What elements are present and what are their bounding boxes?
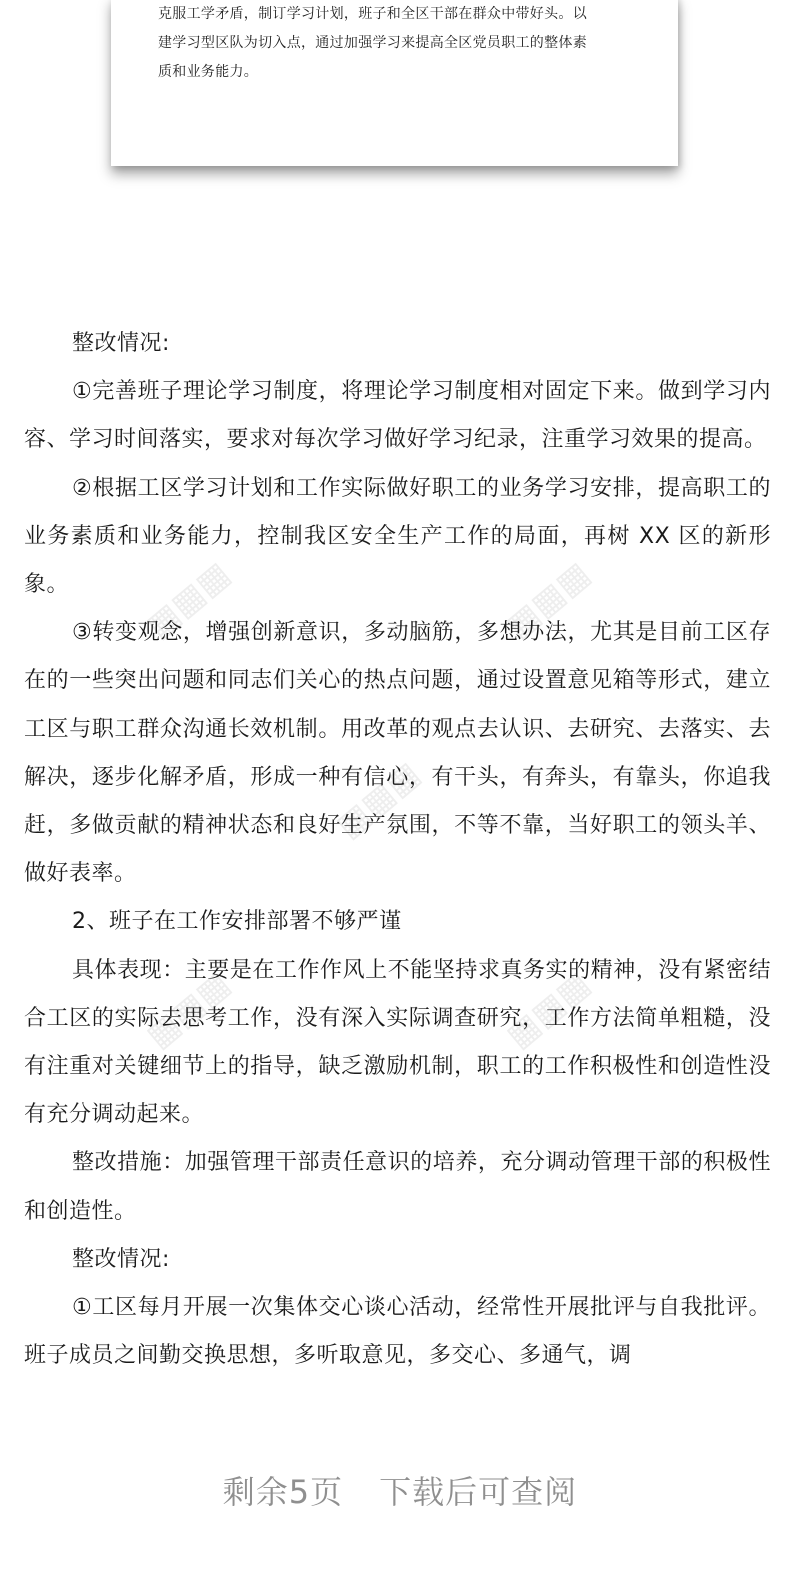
- card-line: 克服工学矛盾，制订学习计划，班子和全区干部在群众中带好头。以: [158, 6, 587, 22]
- remaining-pages-label: 剩余5页: [222, 1473, 344, 1511]
- download-to-view-label: 下载后可查阅: [379, 1473, 578, 1511]
- paragraph: ①工区每月开展一次集体交心谈心活动，经常性开展批评与自我批评。班子成员之间勤交换思想，多听取意见，多交心、多通气，调: [24, 1295, 771, 1369]
- paragraph: ③转变观念，增强创新意识，多动脑筋，多想办法，尤其是目前工区存在的一些突出问题和同志们关心的热点问题，通过设置意见箱等形式，建立工区与职工群众沟通长效机制。用改革的观点去认识、去研究、去落实、去解决，逐步化解矛盾，形成一种有信心，有干头，有奔头，有靠头，你追我赶，多做贡献的精神状态和良好生产氛围，不等不靠，当好职工的领头羊、做好表率。: [24, 620, 771, 887]
- watermark-icon: ▦▦▦: [498, 553, 598, 647]
- paragraph: 整改情况:: [72, 1246, 170, 1272]
- card-line: 建学习型区队为切入点，通过加强学习来提高全区党员职工的整体素: [158, 35, 587, 51]
- download-prompt[interactable]: [0, 1462, 800, 1522]
- card-line: 质和业务能力。: [158, 64, 259, 80]
- document-preview-card: [111, 0, 678, 166]
- watermark-icon: ▦▦▦: [328, 753, 428, 847]
- paragraph: ②根据工区学习计划和工作实际做好职工的业务学习安排，提高职工的业务素质和业务能力，控制我区安全生产工作的局面，再树 XX 区的新形象。: [24, 475, 771, 598]
- watermark-icon: ▦▦▦: [138, 963, 238, 1057]
- document-body: [24, 320, 771, 1380]
- watermark-icon: ▦▦▦: [138, 553, 238, 647]
- paragraph: 具体表现：主要是在工作作风上不能坚持求真务实的精神，没有紧密结合工区的实际去思考工作，没有深入实际调查研究，工作方法简单粗糙，没有注重对关键细节上的指导，缺乏激励机制，职工的工作积极性和创造性没有充分调动起来。: [24, 957, 771, 1128]
- paragraph: 整改措施：加强管理干部责任意识的培养，充分调动管理干部的积极性和创造性。: [24, 1150, 771, 1224]
- paragraph: ①完善班子理论学习制度，将理论学习制度相对固定下来。做到学习内容、学习时间落实，要求对每次学习做好学习纪录，注重学习效果的提高。: [24, 379, 771, 453]
- paragraph: 整改情况:: [72, 331, 170, 356]
- watermark-icon: ▦▦▦: [498, 963, 598, 1057]
- section-heading: 2、班子在工作安排部署不够严谨: [72, 909, 402, 935]
